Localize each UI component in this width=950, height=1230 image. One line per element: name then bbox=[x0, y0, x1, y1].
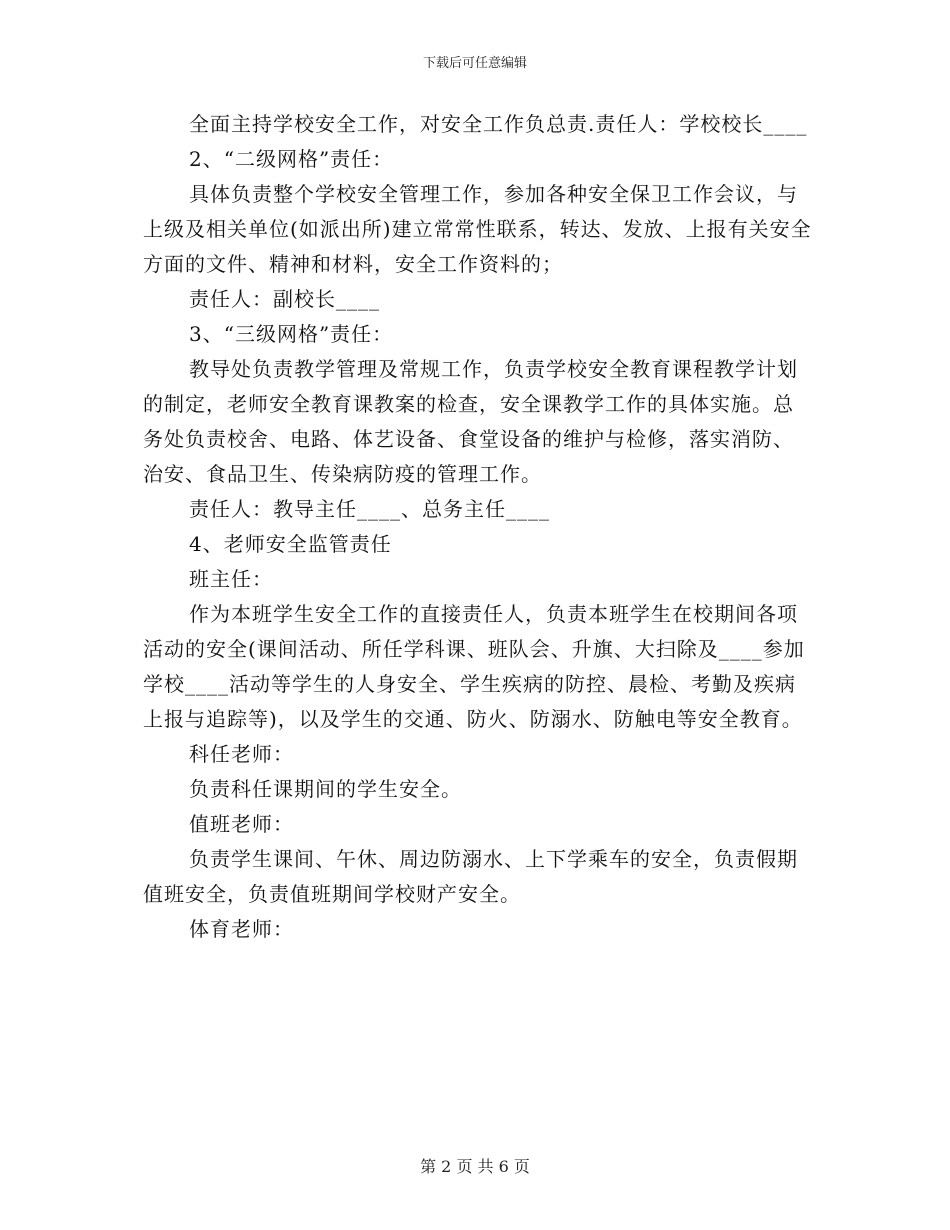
paragraph-level-3-responsible: 责任人：教导主任____、总务主任____ bbox=[189, 497, 550, 521]
label-duty-teacher: 值班老师： bbox=[189, 812, 294, 836]
label-pe-teacher: 体育老师： bbox=[189, 917, 294, 941]
paragraph-level-2-duty: 具体负责整个学校安全管理工作，参加各种安全保卫工作会议，与上级及相关单位(如派出所)建立常常性联系，转达、发放、上报有关安全方面的文件、精神和材料，安全工作资料的； bbox=[143, 182, 812, 276]
paragraph-principal-duty: 全面主持学校安全工作，对安全工作负总责.责任人：学校校长____ bbox=[189, 112, 808, 136]
paragraph-subject-teacher-duty: 负责科任课期间的学生安全。 bbox=[189, 777, 462, 801]
page-header-note: 下载后可任意编辑 bbox=[422, 56, 527, 71]
paragraph-level-3-duty: 教导处负责教学管理及常规工作，负责学校安全教育课程教学计划的制定，老师安全教育课教案的检查，安全课教学工作的具体实施。总务处负责校舍、电路、体艺设备、食堂设备的维护与检修，落实消防、治安、食品卫生、传染病防疫的管理工作。 bbox=[143, 357, 798, 486]
label-subject-teacher: 科任老师： bbox=[189, 742, 294, 766]
paragraph-duty-teacher-duty: 负责学生课间、午休、周边防溺水、上下学乘车的安全，负责假期值班安全，负责值班期间学校财产安全。 bbox=[143, 847, 798, 906]
paragraph-head-teacher-duty: 作为本班学生安全工作的直接责任人，负责本班学生在校期间各项活动的安全(课间活动、所任学科课、班队会、升旗、大扫除及____参加学校____活动等学生的人身安全、学生疾病的防控、晨检、考勤及疾病上报与追踪等)，以及学生的交通、防火、防溺水、防触电等安全教育。 bbox=[143, 602, 805, 731]
label-head-teacher: 班主任： bbox=[189, 567, 273, 591]
heading-level-3-grid: 3、“三级网格”责任： bbox=[189, 322, 394, 346]
paragraph-level-2-responsible: 责任人：副校长____ bbox=[189, 287, 380, 311]
heading-level-2-grid: 2、“二级网格”责任： bbox=[189, 147, 394, 171]
heading-teacher-safety: 4、老师安全监管责任 bbox=[189, 532, 392, 556]
document-body bbox=[143, 107, 813, 947]
page-number-footer: 第 2 页 共 6 页 bbox=[420, 1157, 530, 1176]
